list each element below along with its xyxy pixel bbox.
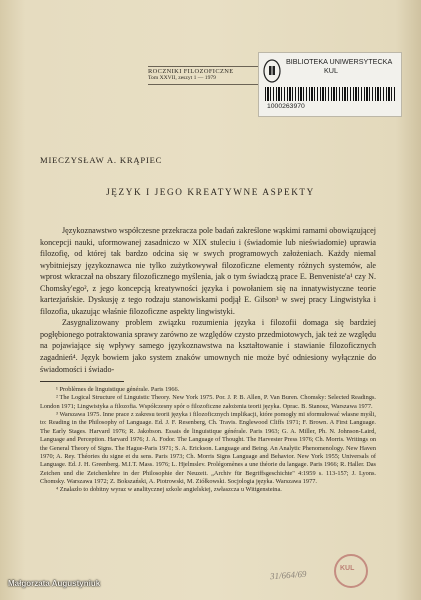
footnote: ⁴ Znalazło to dobitny wyraz w analitycznej szkole angielskiej, zwłaszcza u Wittgensteina. xyxy=(56,486,282,494)
barcode-number: 1000263970 xyxy=(267,103,305,110)
signature-watermark: Małgorzata Augustyniuk xyxy=(8,579,101,588)
library-barcode-label xyxy=(258,52,402,117)
footnote-divider xyxy=(40,381,124,382)
article-body xyxy=(40,225,376,495)
library-name-line2: KUL xyxy=(324,65,338,75)
barcode xyxy=(265,87,395,101)
footnote: ² The Logical Structure of Linguistic Theory. New York 1975. Por. J. P. B. Allen, P. Van Buren. Chomsky: Selected Readings. London 1971; Lingwistyka a filozofia. Współczesny spór o filozoficzne założenia teorii języka. Oprac. B. Stanosz, Warszawa 1977. xyxy=(40,394,376,410)
footnote: ¹ Problèmes de linguistique générale. Paris 1966. xyxy=(56,386,180,394)
kul-stamp-text: KUL xyxy=(340,565,355,572)
university-crest-icon xyxy=(263,59,281,83)
library-name xyxy=(286,58,392,75)
paragraph: Zasygnalizowany problem związku rozumienia języka i filozofii domaga się bardziej pogłębionego potraktowania sprawy zarówno ze względów czysto przedmiotowych, jak też ze względu na pojawiające się wpływy samego językoznawstwa na kształtowanie i stawianie filozoficznych zagadnień⁴. Język bowiem jako system znaków umownych nie może być odniesiony wyłącznie do świadomości i świado- xyxy=(40,318,376,374)
kul-stamp xyxy=(334,554,368,588)
journal-name: ROCZNIKI FILOZOFICZNE xyxy=(148,68,234,75)
paragraph: Językoznawstwo współczesne przekracza pole badań zakreślone wąskimi ramami obowiązującej koncepcji nauki, uformowanej zasadniczo w XIX stuleciu i (świadomie lub nieświadomie) uprawia filozofię, od której tak bardzo odcina się w swych programowych założeniach. Każdy niemal wybitniejszy językoznawca nie tylko zużytkowywał filozoficzne elementy różnych systemów, ale wprost wkraczał na obszary filozoficznego myślenia, jak o tym świadczą prace E. Benveniste'a¹ czy N. Chomsky'ego², z jego koncepcją kreatywności języka i powołaniem się na innatywistyczne teorie kartezjańskie. Dyskusję z tego rodzaju stanowiskami podjął E. Gilson³ w swej pracy Lingwistyka i filozofia, ukazując właśnie filozoficzne aspekty lingwistyki. xyxy=(40,226,376,316)
article-title: JĘZYK I JEGO KREATYWNE ASPEKTY xyxy=(106,187,315,197)
journal-header xyxy=(148,66,260,85)
footnote: ³ Warszawa 1975. Inne prace z zakresu teorii języka i filozoficznych implikacji, które pomogły mi sformułować własne myśli, to: Reading in the Philosophy of Language. Ed. J. F. Resenberg, Ch. Travis. Englewood Cliffs 1971; F. Brown. A First Language. The Early Stages. Harvard 1976; R. Jakobson. Essais de linguistique générale. Paris 1963; G. A. Miller, Ph. N. Johnson-Laird, Language and Perception. Harvard 1976; J. A. Fodor. The Language of Thought. The Harvester Press 1976; Ch. Morris. Writings on the General Theory of Signs. The Hague-Paris 1971; S. A. Erickson. Language and Being. An Analytic Phenomenology. New Haven 1970; A. Rey. Théories du signe et du sens. Paris 1973; Ch. Morris Signs Language and Behavior. New York 1955; Universals of Language. Ed. J. H. Greenberg. M.I.T. Mass. 1976; L. Hjelmslev. Prolégomènes a une théorie du langage. Paris 1966; R. Haller. Das Zeichen und die Zeichenlehre in der Philosophie der Neuzeit. „Archiv für Begriffsgeschichte" 4:1959 s. 113-157; J. Lyons. Chomsky. Warszawa 1972; Z. Bokszański, A. Piotrowski, M. Ziółkowski. Socjologia języka. Warszawa 1977. xyxy=(40,411,376,485)
journal-volume: Tom XXVII, zeszyt 1 — 1979 xyxy=(148,75,216,81)
footnotes xyxy=(40,386,376,494)
library-name-line1: BIBLIOTEKA UNIWERSYTECKA xyxy=(286,57,393,66)
pencil-note: 31/664/69 xyxy=(269,568,307,582)
article-author: MIECZYSŁAW A. KRĄPIEC xyxy=(40,155,163,165)
